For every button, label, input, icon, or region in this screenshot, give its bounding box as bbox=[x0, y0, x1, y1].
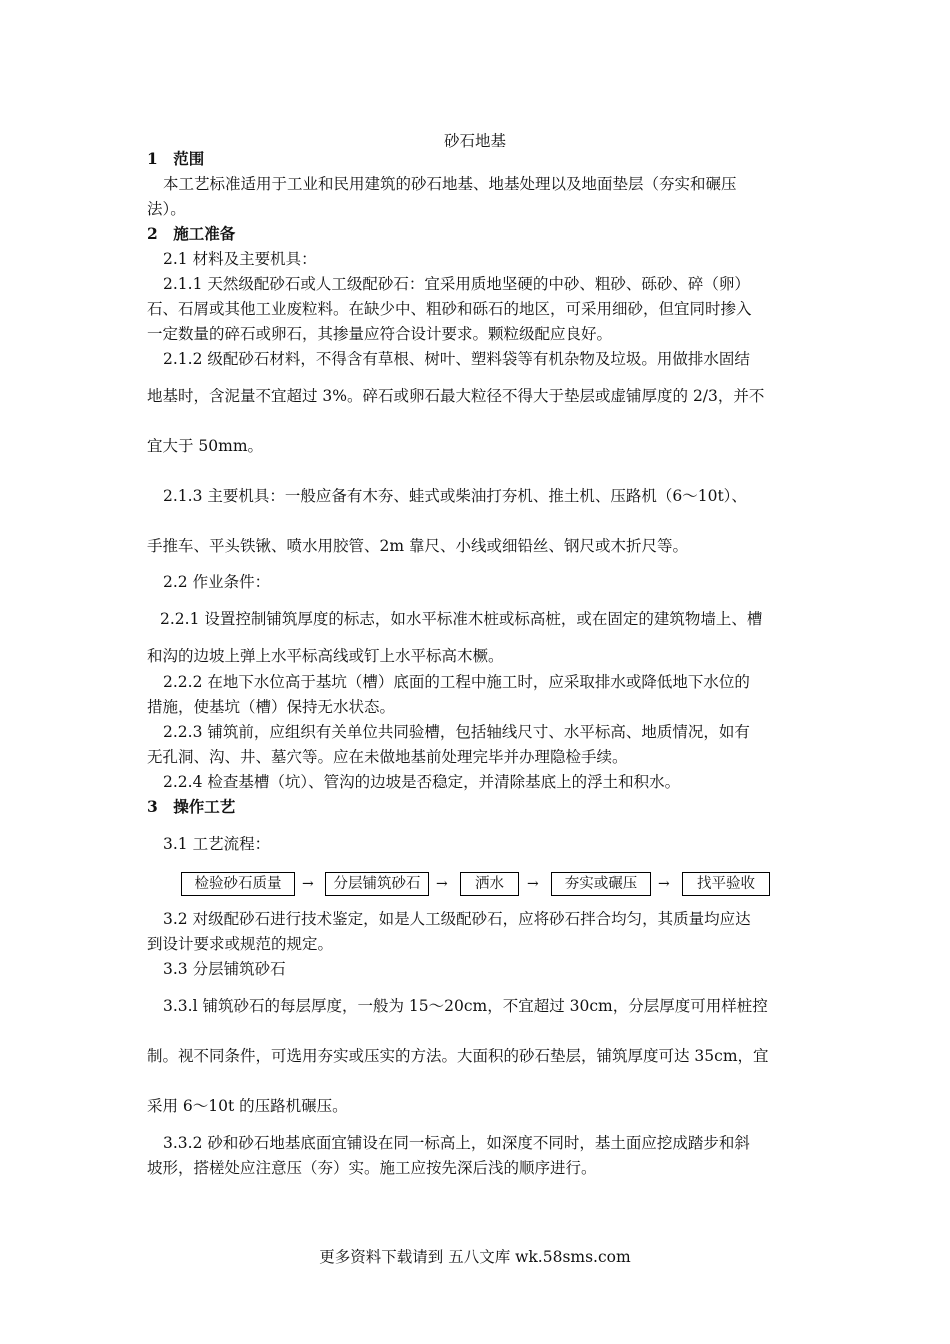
section-heading-operation: 3 操作工艺 bbox=[147, 797, 236, 816]
page-footer: 更多资料下载请到 五八文库 wk.58sms.com bbox=[319, 1248, 631, 1266]
paragraph-line: 3.3.l 铺筑砂石的每层厚度，一般为 15～20cm，不宜超过 30cm，分层厚度可用样桩控 bbox=[163, 997, 768, 1015]
paragraph-line: 制。视不同条件，可选用夯实或压实的方法。大面积的砂石垫层，铺筑厚度可达 35cm，宜 bbox=[147, 1047, 769, 1065]
section-heading-preparation: 2 施工准备 bbox=[147, 224, 236, 243]
flow-step: 分层铺筑砂石 bbox=[325, 872, 429, 896]
paragraph-line: 2.2.1 设置控制铺筑厚度的标志，如水平标准木桩或标高桩，或在固定的建筑物墙上、槽 bbox=[160, 610, 763, 628]
paragraph-line: 无孔洞、沟、井、墓穴等。应在未做地基前处理完毕并办理隐检手续。 bbox=[147, 748, 628, 766]
paragraph-line: 3.3.2 砂和砂石地基底面宜铺设在同一标高上，如深度不同时，基土面应挖成踏步和斜 bbox=[163, 1134, 750, 1152]
paragraph-line: 宜大于 50mm。 bbox=[147, 437, 264, 455]
paragraph-line: 2.1.2 级配砂石材料，不得含有草根、树叶、塑料袋等有机杂物及垃圾。用做排水固结 bbox=[163, 350, 750, 368]
paragraph-line: 2.2.4 检查基槽（坑）、管沟的边坡是否稳定，并清除基底上的浮土和积水。 bbox=[163, 773, 681, 791]
paragraph-line: 和沟的边坡上弹上水平标高线或钉上水平标高木橛。 bbox=[147, 647, 504, 665]
subsection-heading: 2.2 作业条件： bbox=[163, 573, 271, 591]
paragraph-line: 2.1.1 天然级配砂石或人工级配砂石：宜采用质地坚硬的中砂、粗砂、砾砂、碎（卵） bbox=[163, 275, 750, 293]
arrow-right-icon: → bbox=[302, 876, 314, 892]
paragraph-line: 措施，使基坑（槽）保持无水状态。 bbox=[147, 698, 396, 716]
paragraph-line: 本工艺标准适用于工业和民用建筑的砂石地基、地基处理以及地面垫层（夯实和碾压 bbox=[163, 175, 737, 193]
subsection-heading: 3.1 工艺流程： bbox=[163, 835, 271, 853]
flow-step: 洒水 bbox=[460, 872, 519, 896]
page-title: 砂石地基 bbox=[443, 132, 506, 150]
flow-step: 找平验收 bbox=[682, 872, 770, 896]
paragraph-line: 2.2.3 铺筑前，应组织有关单位共同验槽，包括轴线尺寸、水平标高、地质情况，如有 bbox=[163, 723, 750, 741]
subsection-heading: 3.3 分层铺筑砂石 bbox=[163, 960, 286, 978]
paragraph-line: 采用 6～10t 的压路机碾压。 bbox=[147, 1097, 348, 1115]
paragraph-line: 到设计要求或规范的规定。 bbox=[147, 935, 334, 953]
subsection-heading: 2.1 材料及主要机具： bbox=[163, 250, 317, 268]
paragraph-line: 手推车、平头铁锹、喷水用胶管、2m 靠尺、小线或细铅丝、钢尺或木折尺等。 bbox=[147, 537, 688, 555]
flow-step: 检验砂石质量 bbox=[181, 872, 295, 896]
arrow-right-icon: → bbox=[658, 876, 670, 892]
paragraph-line: 2.1.3 主要机具：一般应备有木夯、蛙式或柴油打夯机、推土机、压路机（6～10t）、 bbox=[163, 487, 747, 505]
arrow-right-icon: → bbox=[527, 876, 539, 892]
paragraph-line: 2.2.2 在地下水位高于基坑（槽）底面的工程中施工时，应采取排水或降低地下水位的 bbox=[163, 673, 750, 691]
section-heading-scope: 1 范围 bbox=[147, 149, 205, 168]
paragraph-line: 地基时，含泥量不宜超过 3%。碎石或卵石最大粒径不得大于垫层或虚铺厚度的 2/3，并不 bbox=[147, 387, 765, 405]
paragraph-line: 坡形，搭槎处应注意压（夯）实。施工应按先深后浅的顺序进行。 bbox=[147, 1159, 597, 1177]
flow-step: 夯实或碾压 bbox=[551, 872, 651, 896]
paragraph-line: 法）。 bbox=[147, 200, 186, 218]
paragraph-line: 一定数量的碎石或卵石，其掺量应符合设计要求。颗粒级配应良好。 bbox=[147, 325, 613, 343]
paragraph-line: 3.2 对级配砂石进行技术鉴定，如是人工级配砂石，应将砂石拌合均匀，其质量均应达 bbox=[163, 910, 751, 928]
process-flow bbox=[0, 872, 950, 898]
paragraph-line: 石、石屑或其他工业废粒料。在缺少中、粗砂和砾石的地区，可采用细砂，但宜同时掺入 bbox=[147, 300, 752, 318]
arrow-right-icon: → bbox=[436, 876, 448, 892]
